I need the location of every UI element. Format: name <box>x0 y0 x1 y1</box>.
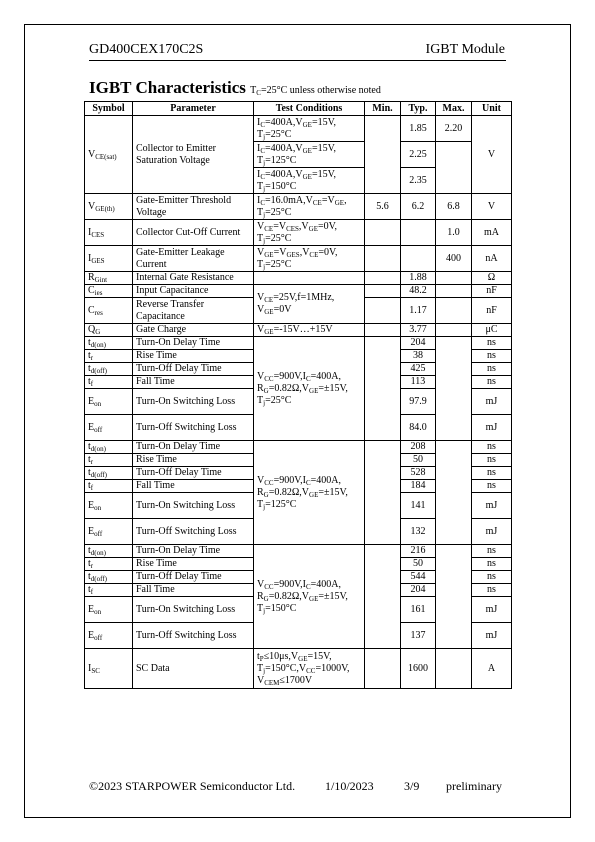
header-rule <box>89 60 506 61</box>
max-cell <box>436 298 472 324</box>
col-header: Min. <box>365 102 401 116</box>
symbol-cell: $E_{on}$ <box>85 597 133 623</box>
table-row <box>85 194 512 220</box>
unit-cell: ns <box>472 337 512 350</box>
symbol-cell: $t_{d(on)}$ <box>85 545 133 558</box>
max-cell: 1.0 <box>436 220 472 246</box>
unit-cell: mJ <box>472 597 512 623</box>
parameter-cell: Fall Time <box>133 584 254 597</box>
max-cell <box>436 441 472 545</box>
part-number: GD400CEX170C2S <box>89 42 204 57</box>
typ-cell: 50 <box>401 558 436 571</box>
unit-cell: mJ <box>472 415 512 441</box>
table-row <box>85 246 512 272</box>
col-header: Typ. <box>401 102 436 116</box>
unit-cell: ns <box>472 363 512 376</box>
table-row <box>85 285 512 298</box>
symbol-cell: $C_{ies}$ <box>85 285 133 298</box>
table-row <box>85 116 512 142</box>
parameter-cell: Gate-Emitter Threshold Voltage <box>133 194 254 220</box>
unit-cell: mJ <box>472 623 512 649</box>
col-header: Symbol <box>85 102 133 116</box>
max-cell: 6.8 <box>436 194 472 220</box>
condition-cell: $I_C=400A,V_{GE}=15V$, $T_j=150^\circ C$ <box>254 168 365 194</box>
typ-cell: 6.2 <box>401 194 436 220</box>
parameter-cell: Turn-Off Switching Loss <box>133 415 254 441</box>
parameter-cell: Rise Time <box>133 454 254 467</box>
parameter-cell: Turn-On Switching Loss <box>133 493 254 519</box>
typ-cell: 3.77 <box>401 324 436 337</box>
parameter-cell: Internal Gate Resistance <box>133 272 254 285</box>
condition-cell: $V_{CC}=900V,I_C=400A$, $R_G=0.82\Omega,V_{GE}=\pm 15V$, $T_j=125^\circ C$ <box>254 441 365 545</box>
symbol-cell: $t_{d(on)}$ <box>85 337 133 350</box>
parameter-cell: Turn-Off Delay Time <box>133 571 254 584</box>
max-cell <box>436 649 472 689</box>
max-cell <box>436 324 472 337</box>
symbol-cell: $t_r$ <box>85 454 133 467</box>
min-cell <box>365 649 401 689</box>
table-row <box>85 220 512 246</box>
max-cell <box>436 545 472 649</box>
symbol-cell: $E_{off}$ <box>85 519 133 545</box>
parameter-cell: Turn-Off Switching Loss <box>133 623 254 649</box>
unit-cell: ns <box>472 545 512 558</box>
parameter-cell: Fall Time <box>133 480 254 493</box>
typ-cell: 48.2 <box>401 285 436 298</box>
parameter-cell: Fall Time <box>133 376 254 389</box>
condition-cell: $t_P\le 10\mu s,V_{GE}=15V$, $T_j=150^\circ C,V_{CC}=1000V$, $V_{CEM}\le 1700V$ <box>254 649 365 689</box>
parameter-cell: Turn-On Delay Time <box>133 441 254 454</box>
unit-cell: ns <box>472 376 512 389</box>
condition-cell: $I_C=400A,V_{GE}=15V$, $T_j=125^\circ C$ <box>254 142 365 168</box>
unit-cell: ns <box>472 558 512 571</box>
unit-cell: ns <box>472 350 512 363</box>
unit-cell: ns <box>472 441 512 454</box>
typ-cell: 425 <box>401 363 436 376</box>
parameter-cell: Gate-Emitter Leakage Current <box>133 246 254 272</box>
col-header: Unit <box>472 102 512 116</box>
table-row <box>85 545 512 558</box>
typ-cell: 84.0 <box>401 415 436 441</box>
condition-cell: $I_C=400A,V_{GE}=15V$, $T_j=25^\circ C$ <box>254 116 365 142</box>
max-cell <box>436 142 472 194</box>
section-title-text: IGBT Characteristics <box>89 78 246 97</box>
parameter-cell: Turn-On Switching Loss <box>133 597 254 623</box>
parameter-cell: Collector Cut-Off Current <box>133 220 254 246</box>
typ-cell <box>401 220 436 246</box>
typ-cell: 141 <box>401 493 436 519</box>
typ-cell: 132 <box>401 519 436 545</box>
footer-date: 1/10/2023 <box>325 779 374 793</box>
unit-cell: nF <box>472 298 512 324</box>
min-cell <box>365 246 401 272</box>
symbol-cell: $I_{CES}$ <box>85 220 133 246</box>
min-cell <box>365 285 401 298</box>
typ-cell: 161 <box>401 597 436 623</box>
max-cell <box>436 285 472 298</box>
unit-cell: Ω <box>472 272 512 285</box>
footer-page: 3/9 <box>404 779 420 793</box>
typ-cell: 137 <box>401 623 436 649</box>
symbol-cell: $t_{d(on)}$ <box>85 441 133 454</box>
typ-cell: 184 <box>401 480 436 493</box>
symbol-cell: $t_{d(off)}$ <box>85 363 133 376</box>
unit-cell: mJ <box>472 389 512 415</box>
module-type: IGBT Module <box>425 42 505 57</box>
parameter-cell: Collector to Emitter Saturation Voltage <box>133 116 254 194</box>
typ-cell: 1.85 <box>401 116 436 142</box>
unit-cell: ns <box>472 454 512 467</box>
condition-cell: $V_{CC}=900V,I_C=400A$, $R_G=0.82\Omega,V_{GE}=\pm 15V$, $T_j=150^\circ C$ <box>254 545 365 649</box>
section-title <box>89 78 381 98</box>
symbol-cell: $t_{d(off)}$ <box>85 467 133 480</box>
condition-cell: $V_{CC}=900V,I_C=400A$, $R_G=0.82\Omega,V_{GE}=\pm 15V$, $T_j=25^\circ C$ <box>254 337 365 441</box>
min-cell <box>365 298 401 324</box>
condition-cell: $V_{CE}=25V,f=1MHz$, $V_{GE}=0V$ <box>254 285 365 324</box>
parameter-cell: Turn-Off Delay Time <box>133 363 254 376</box>
symbol-cell: $V_{CE(sat)}$ <box>85 116 133 194</box>
min-cell <box>365 116 401 194</box>
symbol-cell: $V_{GE(th)}$ <box>85 194 133 220</box>
typ-cell: 1.17 <box>401 298 436 324</box>
unit-cell: ns <box>472 584 512 597</box>
unit-cell: V <box>472 116 512 194</box>
condition-cell: $V_{GE}=-15V\dots+15V$ <box>254 324 365 337</box>
typ-cell: 1600 <box>401 649 436 689</box>
typ-cell: 97.9 <box>401 389 436 415</box>
symbol-cell: $E_{on}$ <box>85 493 133 519</box>
symbol-cell: $t_f$ <box>85 376 133 389</box>
table-row <box>85 337 512 350</box>
igbt-characteristics-table <box>84 101 512 689</box>
switching-group-25c <box>85 337 512 441</box>
symbol-cell: $t_f$ <box>85 480 133 493</box>
section-conditions: $T_C=25^\circ C$ unless otherwise noted <box>250 85 381 97</box>
symbol-cell: $t_r$ <box>85 350 133 363</box>
unit-cell: ns <box>472 467 512 480</box>
table-row <box>85 441 512 454</box>
min-cell <box>365 220 401 246</box>
table-row <box>85 649 512 689</box>
unit-cell: μC <box>472 324 512 337</box>
unit-cell: nF <box>472 285 512 298</box>
typ-cell: 50 <box>401 454 436 467</box>
parameter-cell: Turn-On Delay Time <box>133 545 254 558</box>
typ-cell: 1.88 <box>401 272 436 285</box>
typ-cell <box>401 246 436 272</box>
typ-cell: 2.35 <box>401 168 436 194</box>
typ-cell: 544 <box>401 571 436 584</box>
typ-cell: 204 <box>401 584 436 597</box>
parameter-cell: Turn-Off Switching Loss <box>133 519 254 545</box>
symbol-cell: $t_{d(off)}$ <box>85 571 133 584</box>
table-row <box>85 272 512 285</box>
unit-cell: mJ <box>472 493 512 519</box>
symbol-cell: $E_{off}$ <box>85 415 133 441</box>
typ-cell: 204 <box>401 337 436 350</box>
max-cell <box>436 337 472 441</box>
table-row <box>85 324 512 337</box>
symbol-cell: $I_{SC}$ <box>85 649 133 689</box>
condition-cell: $V_{GE}=V_{GES},V_{CE}=0V$, $T_j=25^\circ C$ <box>254 246 365 272</box>
parameter-cell: Rise Time <box>133 558 254 571</box>
parameter-cell: SC Data <box>133 649 254 689</box>
min-cell <box>365 337 401 441</box>
max-cell: 400 <box>436 246 472 272</box>
switching-group-125c <box>85 441 512 545</box>
col-header: Parameter <box>133 102 254 116</box>
typ-cell: 216 <box>401 545 436 558</box>
unit-cell: nA <box>472 246 512 272</box>
parameter-cell: Turn-On Delay Time <box>133 337 254 350</box>
min-cell: 5.6 <box>365 194 401 220</box>
parameter-cell: Turn-On Switching Loss <box>133 389 254 415</box>
unit-cell: ns <box>472 480 512 493</box>
min-cell <box>365 272 401 285</box>
condition-cell: $I_C=16.0mA,V_{CE}=V_{GE}$, $T_j=25^\circ C$ <box>254 194 365 220</box>
unit-cell: ns <box>472 571 512 584</box>
switching-group-150c <box>85 545 512 649</box>
symbol-cell: $Q_G$ <box>85 324 133 337</box>
col-header: Test Conditions <box>254 102 365 116</box>
unit-cell: V <box>472 194 512 220</box>
max-cell <box>436 272 472 285</box>
unit-cell: mA <box>472 220 512 246</box>
min-cell <box>365 545 401 649</box>
symbol-cell: $t_r$ <box>85 558 133 571</box>
max-cell: 2.20 <box>436 116 472 142</box>
footer-status: preliminary <box>446 779 502 793</box>
min-cell <box>365 441 401 545</box>
parameter-cell: Rise Time <box>133 350 254 363</box>
typ-cell: 113 <box>401 376 436 389</box>
parameter-cell: Reverse Transfer Capacitance <box>133 298 254 324</box>
condition-cell: $V_{CE}=V_{CES},V_{GE}=0V$, $T_j=25^\circ C$ <box>254 220 365 246</box>
typ-cell: 38 <box>401 350 436 363</box>
min-cell <box>365 324 401 337</box>
typ-cell: 208 <box>401 441 436 454</box>
parameter-cell: Input Capacitance <box>133 285 254 298</box>
unit-cell: A <box>472 649 512 689</box>
symbol-cell: $I_{GES}$ <box>85 246 133 272</box>
parameter-cell: Turn-Off Delay Time <box>133 467 254 480</box>
symbol-cell: $E_{off}$ <box>85 623 133 649</box>
typ-cell: 2.25 <box>401 142 436 168</box>
typ-cell: 528 <box>401 467 436 480</box>
unit-cell: mJ <box>472 519 512 545</box>
table-header-row <box>85 102 512 116</box>
parameter-cell: Gate Charge <box>133 324 254 337</box>
condition-cell <box>254 272 365 285</box>
footer-copyright: ©2023 STARPOWER Semiconductor Ltd. <box>89 779 296 793</box>
symbol-cell: $E_{on}$ <box>85 389 133 415</box>
col-header: Max. <box>436 102 472 116</box>
symbol-cell: $C_{res}$ <box>85 298 133 324</box>
symbol-cell: $R_{Gint}$ <box>85 272 133 285</box>
symbol-cell: $t_f$ <box>85 584 133 597</box>
